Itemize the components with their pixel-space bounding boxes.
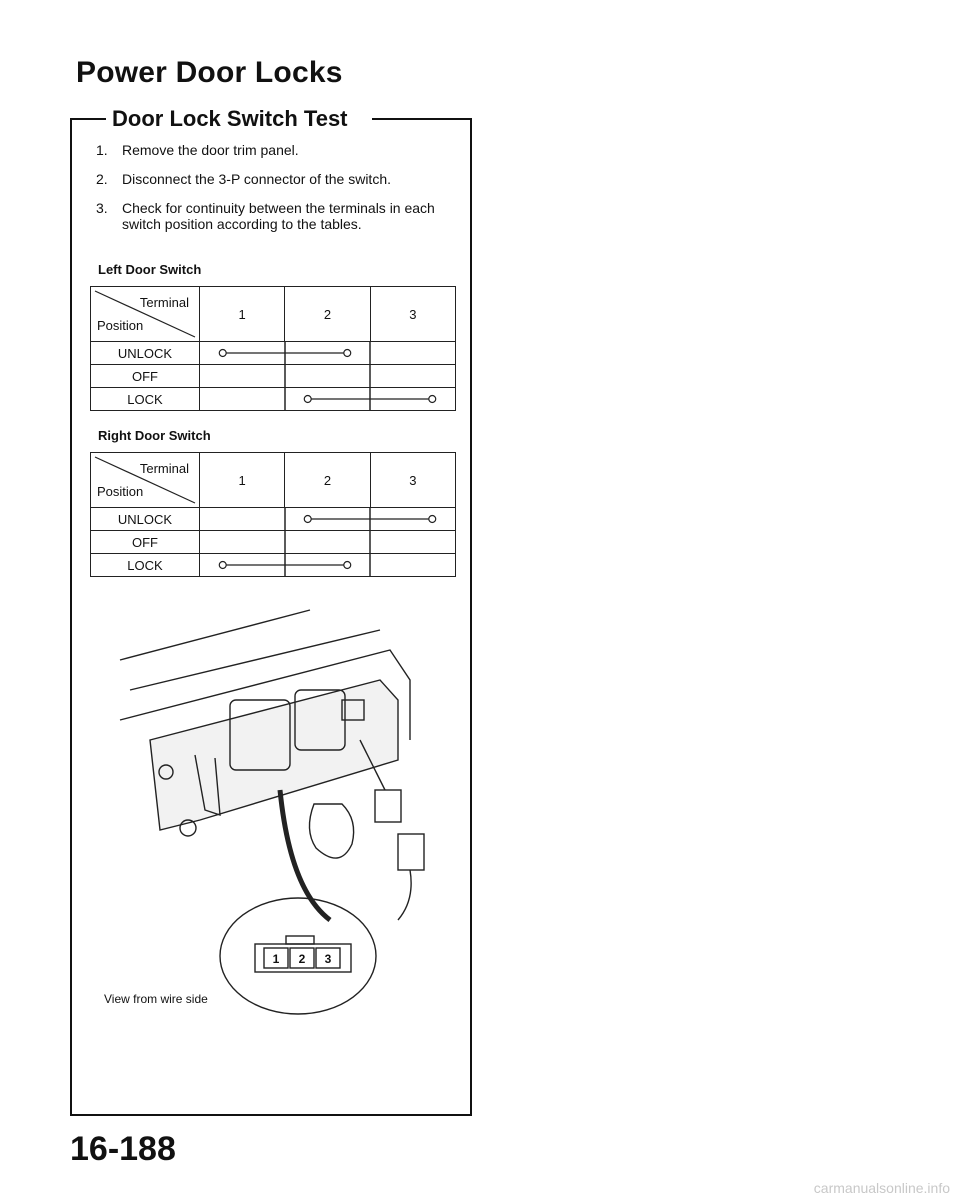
continuity-cells [200, 531, 456, 554]
position-cell: LOCK [91, 388, 200, 411]
table-row [91, 508, 456, 531]
connector-latch [286, 936, 314, 944]
page-title: Power Door Locks [76, 56, 343, 89]
continuity-cells [200, 388, 456, 411]
left-door-switch-label: Left Door Switch [98, 262, 202, 277]
door-edge-line [130, 630, 380, 690]
step-item: 2. Disconnect the 3-P connector of the switch. [96, 171, 391, 187]
terminal-header: 3 [370, 287, 455, 342]
position-cell: UNLOCK [91, 342, 200, 365]
connector-pin-label: 2 [298, 952, 306, 966]
continuity-marks [200, 508, 455, 530]
continuity-cells [200, 508, 456, 531]
continuity-marks [200, 388, 455, 410]
terminal-header: 2 [285, 287, 370, 342]
harness-connector [398, 834, 424, 870]
continuity-terminal-dot [344, 562, 351, 569]
right-door-switch-label: Right Door Switch [98, 428, 211, 443]
continuity-marks [200, 554, 455, 576]
switch-connector [375, 790, 401, 822]
position-cell: UNLOCK [91, 508, 200, 531]
door-lock-switch-illustration [80, 590, 470, 1030]
footer-watermark-url: carmanualsonline.info [813, 1180, 950, 1196]
header-terminal-label: Terminal [139, 295, 189, 310]
continuity-marks [200, 342, 455, 364]
step-item: 1. Remove the door trim panel. [96, 142, 299, 158]
connector-pin-label: 1 [272, 952, 280, 966]
table-row [91, 554, 456, 577]
table-row [91, 365, 456, 388]
continuity-cells [200, 365, 456, 388]
terminal-header: 1 [200, 453, 285, 508]
table-row [91, 342, 456, 365]
position-cell: OFF [91, 531, 200, 554]
connector-pin-label: 3 [324, 952, 332, 966]
continuity-terminal-dot [344, 350, 351, 357]
terminal-header: 2 [285, 453, 370, 508]
table-header-row [91, 287, 456, 342]
harness-wire [398, 870, 411, 920]
position-cell: LOCK [91, 554, 200, 577]
door-edge-line [120, 610, 310, 660]
terminal-header: 3 [370, 453, 455, 508]
step-item: 3. Check for continuity between the terminals in each switch position according to the tables. [96, 200, 435, 232]
continuity-terminal-dot [304, 516, 311, 523]
door-cutout [309, 804, 353, 858]
page-number: 16-188 [70, 1130, 176, 1168]
header-diagonal-cell [91, 287, 200, 342]
table-row [91, 531, 456, 554]
header-diagonal-cell [91, 453, 200, 508]
continuity-cells [200, 342, 456, 365]
right-door-switch-table [90, 452, 456, 577]
wire-side-view-label: View from wire side [104, 992, 208, 1006]
header-position-label: Position [97, 484, 144, 499]
table-header-row [91, 453, 456, 508]
continuity-terminal-dot [219, 562, 226, 569]
continuity-terminal-dot [429, 516, 436, 523]
continuity-marks [200, 365, 455, 387]
table-row [91, 388, 456, 411]
continuity-cells [200, 554, 456, 577]
terminal-header: 1 [200, 287, 285, 342]
header-terminal-label: Terminal [139, 461, 189, 476]
section-title: Door Lock Switch Test [106, 106, 354, 132]
continuity-terminal-dot [429, 396, 436, 403]
left-door-switch-table [90, 286, 456, 411]
continuity-terminal-dot [304, 396, 311, 403]
procedure-steps [96, 142, 466, 245]
continuity-marks [200, 531, 455, 553]
header-position-label: Position [97, 318, 144, 333]
continuity-terminal-dot [219, 350, 226, 357]
position-cell: OFF [91, 365, 200, 388]
